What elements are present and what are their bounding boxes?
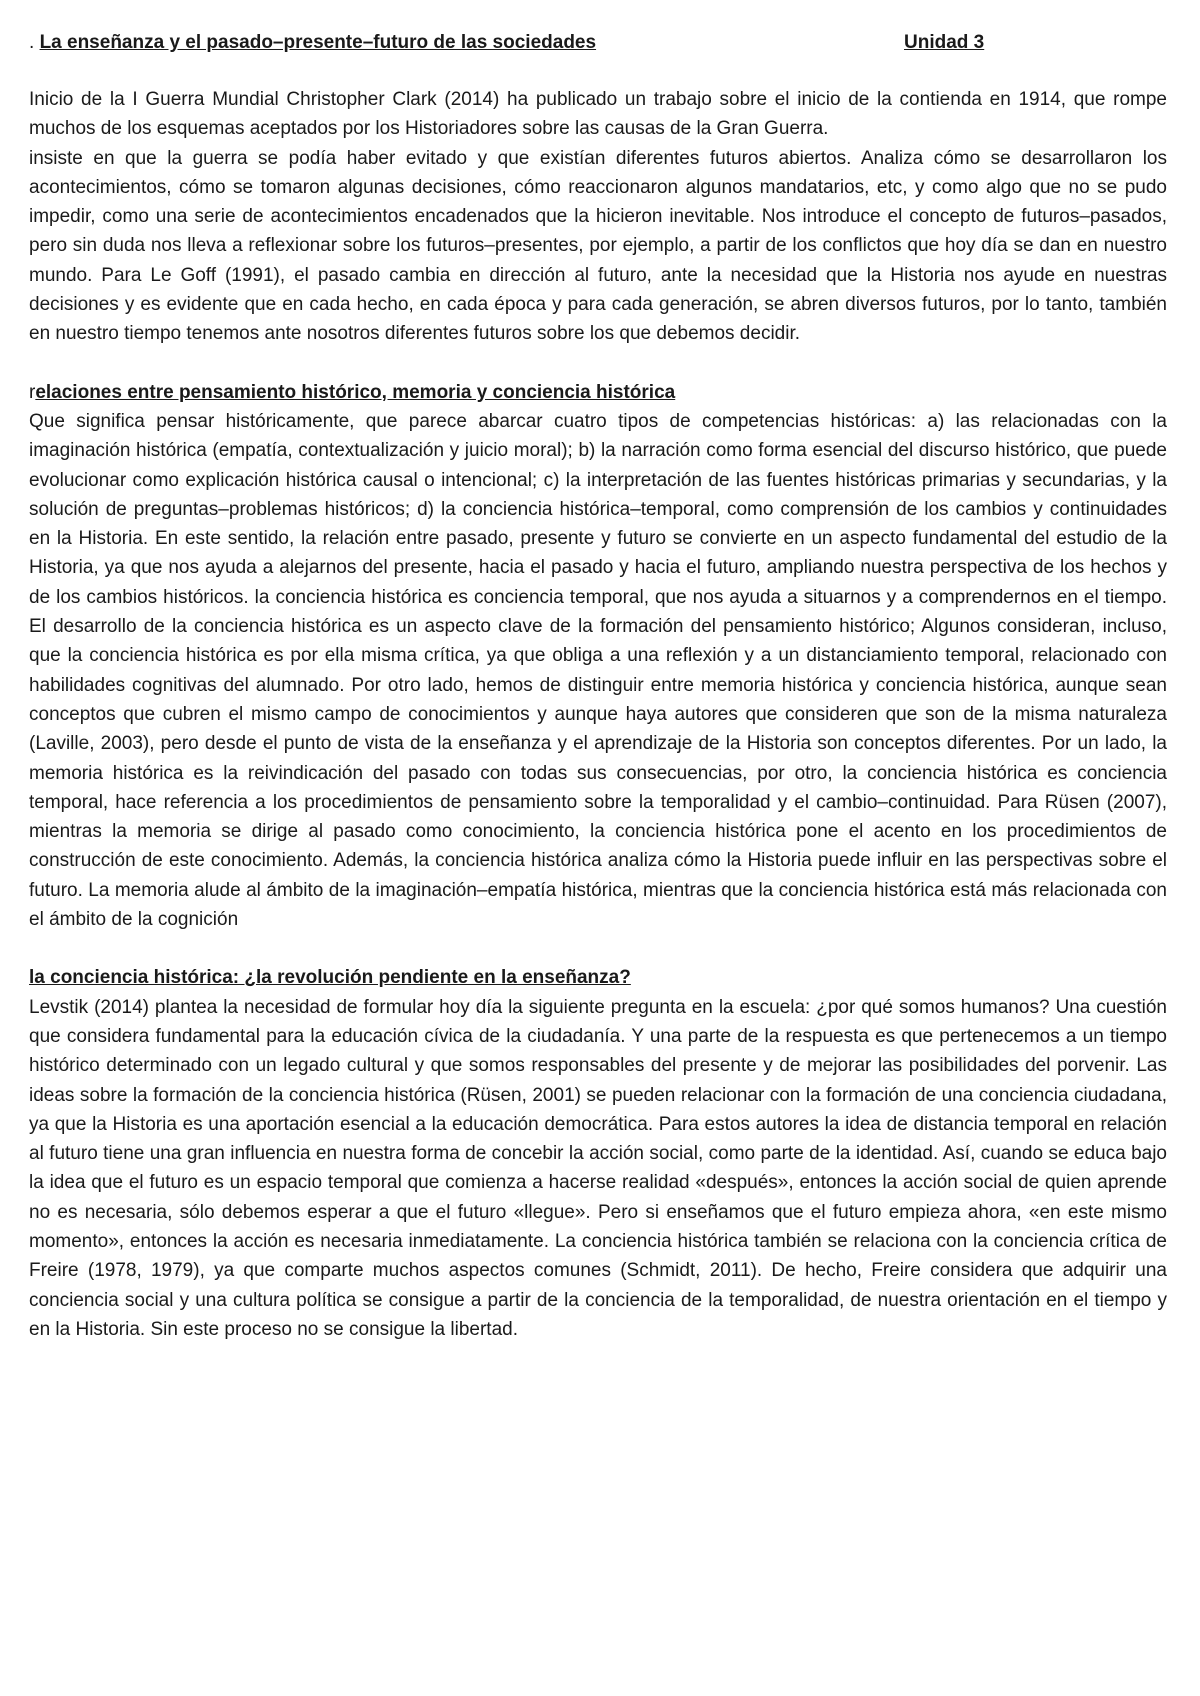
document-page <box>29 28 1167 1344</box>
section-2-heading <box>29 963 1167 992</box>
document-header <box>29 28 1167 58</box>
section-1-paragraph: Que significa pensar históricamente, que parece abarcar cuatro tipos de competencias históricas: a) las relacionadas con la imaginación histórica (empatía, contextualización y juicio moral); b) la narración como forma esencial del discurso histórico, que puede evolucionar como explicación histórica causal o intencional; c) la interpretación de las fuentes históricas primarias y secundarias, y la solución de preguntas–problemas históricos; d) la conciencia histórica–temporal, como comprensión de los cambios y continuidades en la Historia. En este sentido, la relación entre pasado, presente y futuro se convierte en un aspecto fundamental del estudio de la Historia, ya que nos ayuda a alejarnos del presente, hacia el pasado y hacia el futuro, ampliando nuestra perspectiva de los hechos y de los cambios históricos. la conciencia histórica es conciencia temporal, que nos ayuda a situarnos y a comprendernos en el tiempo. El desarrollo de la conciencia histórica es un aspecto clave de la formación del pensamiento histórico; Algunos consideran, incluso, que la conciencia histórica es por ella misma crítica, ya que obliga a una reflexión y a un distanciamiento temporal, relacionado con habilidades cognitivas del alumnado. Por otro lado, hemos de distinguir entre memoria histórica y conciencia histórica, aunque sean conceptos que cubren el mismo campo de conocimientos y aunque haya autores que consideren que son de la misma naturaleza (Laville, 2003), pero desde el punto de vista de la enseñanza y el aprendizaje de la Historia son conceptos diferentes. Por un lado, la memoria histórica es la reivindicación del pasado con todas sus consecuencias, por otro, la conciencia histórica es conciencia temporal, hace referencia a los procedimientos de pensamiento sobre la temporalidad y el cambio–continuidad. Para Rüsen (2007), mientras la memoria se dirige al pasado como conocimiento, la conciencia histórica pone el acento en los procedimientos de construcción de este conocimiento. Además, la conciencia histórica analiza cómo la Historia puede influir en las perspectivas sobre el futuro. La memoria alude al ámbito de la imaginación–empatía histórica, mientras que la conciencia histórica está más relacionada con el ámbito de la cognición <box>29 410 1167 931</box>
unit-label: Unidad 3 <box>904 32 985 53</box>
document-title: La enseñanza y el pasado–presente–futuro de las sociedades <box>39 32 597 53</box>
section-2-heading-text: la conciencia histórica: ¿la revolución pendiente en la enseñanza? <box>29 967 631 989</box>
intro-paragraph-2: insiste en que la guerra se podía haber evitado y que existían diferentes futuros abiertos. Analiza cómo se desarrollaron los acontecimientos, cómo se tomaron algunas decisiones, cómo reaccionaron algunos mandatarios, etc, y como algo que no se pudo impedir, como una serie de acontecimientos encadenados que la hicieron inevitable. Nos introduce el concepto de futuros–pasados, pero sin duda nos lleva a reflexionar sobre los futuros–presentes, por ejemplo, a partir de los conflictos que hoy día se dan en nuestro mundo. Para Le Goff (1991), el pasado cambia en dirección al futuro, ante la necesidad que la Historia nos ayude en nuestras decisiones y es evidente que en cada hecho, en cada época y para cada generación, se abren diversos futuros, por lo tanto, también en nuestro tiempo tenemos ante nosotros diferentes futuros sobre los que debemos decidir. <box>29 147 1167 345</box>
section-1-heading-text: elaciones entre pensamiento histórico, memoria y conciencia histórica <box>35 381 676 403</box>
header-lead-mark: . <box>29 32 40 53</box>
intro-paragraph: Inicio de la I Guerra Mundial Christopher Clark (2014) ha publicado un trabajo sobre el inicio de la contienda en 1914, que rompe muchos de los esquemas aceptados por los Historiadores sobre las causas de la Gran Guerra. <box>29 89 1167 140</box>
section-1-heading-lead: r <box>29 381 36 403</box>
section-2-paragraph: Levstik (2014) plantea la necesidad de formular hoy día la siguiente pregunta en la escuela: ¿por qué somos humanos? Una cuestión que considera fundamental para la educación cívica de la ciudadanía. Y una parte de la respuesta es que pertenecemos a un tiempo histórico determinado con un legado cultural y que somos responsables del presente y de mejorar las posibilidades del porvenir. Las ideas sobre la formación de la conciencia histórica (Rüsen, 2001) se pueden relacionar con la formación de una conciencia ciudadana, ya que la Historia es una aportación esencial a la educación democrática. Para estos autores la idea de distancia temporal en relación al futuro tiene una gran influencia en nuestra forma de concebir la acción social, como parte de la identidad. Así, cuando se educa bajo la idea que el futuro es un espacio temporal que comienza a hacerse realidad «después», entonces la acción social de quien aprende no es necesaria, sólo debemos esperar a que el futuro «llegue». Pero si enseñamos que el futuro empieza ahora, «en este mismo momento», entonces la acción es necesaria inmediatamente. La conciencia histórica también se relaciona con la conciencia crítica de Freire (1978, 1979), ya que comparte muchos aspectos comunes (Schmidt, 2011). De hecho, Freire considera que adquirir una conciencia social y una cultura política se consigue a partir de la conciencia de la temporalidad, de nuestra orientación en el tiempo y en la Historia. Sin este proceso no se consigue la libertad. <box>29 996 1167 1340</box>
section-1-heading <box>29 378 1167 407</box>
